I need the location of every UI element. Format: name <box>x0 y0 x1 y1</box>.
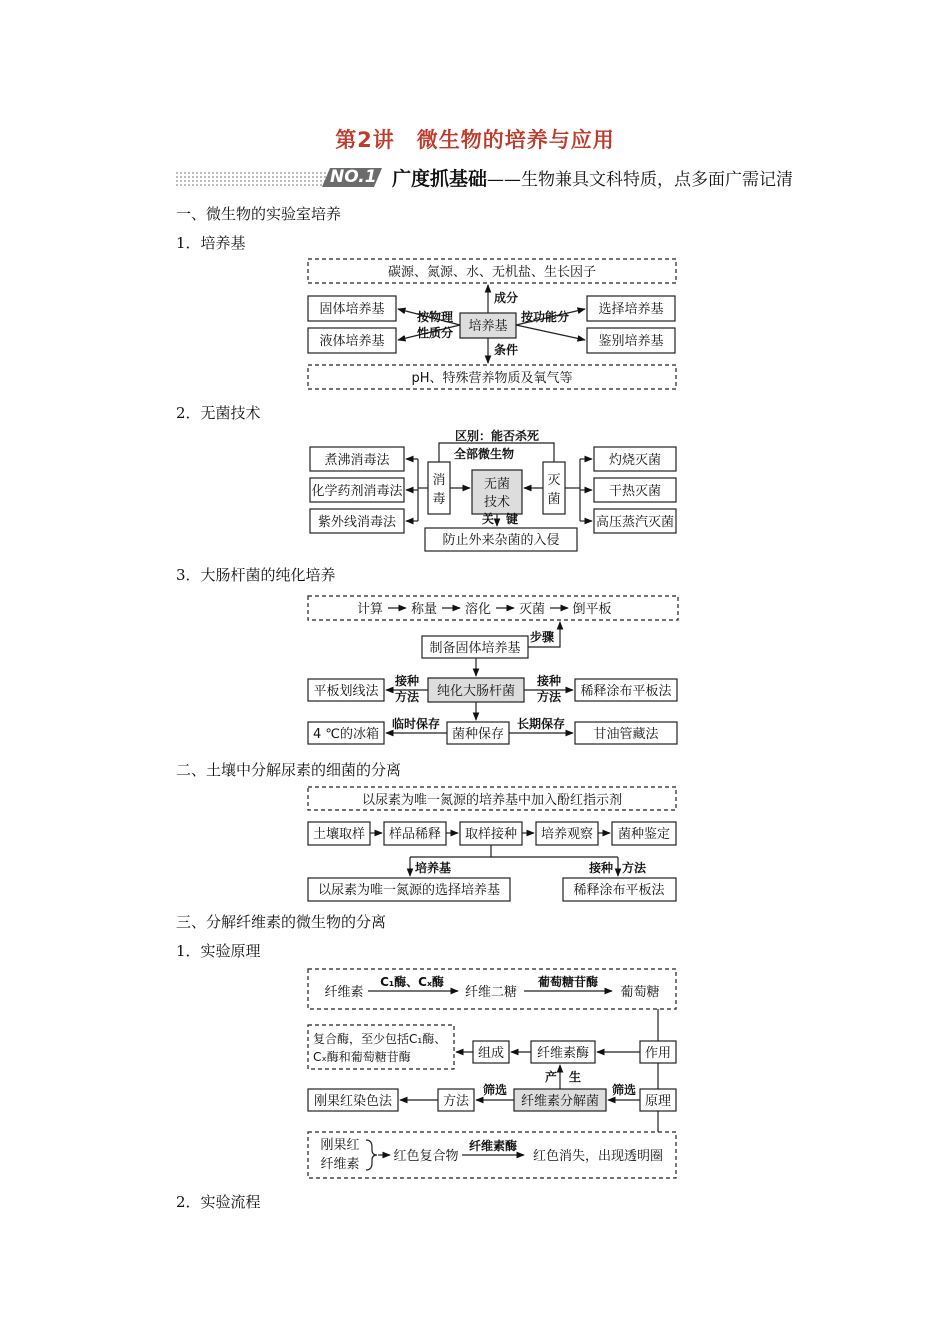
d3-long-label: 长期保存 <box>516 717 566 731</box>
heading-s3-1: 1．实验原理 <box>176 942 261 960</box>
d3-step-0: 计算 <box>356 602 384 617</box>
d5-compose: 组成 <box>477 1046 505 1061</box>
d4-method-label-1: 接种 <box>588 861 614 875</box>
d4-right-bottom: 稀释涂布平板法 <box>573 883 665 898</box>
d2-top-label-1: 区别：能否杀死 <box>454 429 540 443</box>
d5-cellulase: 纤维素酶 <box>536 1046 590 1061</box>
heading-s1-2: 2．无菌技术 <box>176 404 261 422</box>
d2-xiao-1: 毒 <box>432 492 446 507</box>
d1-bottom: pH、特殊营养物质及氧气等 <box>411 371 573 386</box>
d5-red-complex: 红色复合物 <box>393 1149 459 1164</box>
d4-medium-label: 培养基 <box>414 861 452 875</box>
heading-s1-1: 1．培养基 <box>176 234 246 252</box>
d1-top: 碳源、氮源、水、无机盐、生长因子 <box>387 265 597 280</box>
d5-result: 红色消失，出现透明圈 <box>532 1149 664 1164</box>
d4-step-0: 土壤取样 <box>312 827 366 842</box>
d3-temp-label: 临时保存 <box>391 717 441 731</box>
d2-center-0: 无菌 <box>483 477 511 492</box>
d4-step-2: 取样接种 <box>464 827 518 842</box>
d3-inoc-left-2: 方法 <box>394 690 420 704</box>
d3-center: 纯化大肠杆菌 <box>436 684 516 699</box>
d3-fridge: 4 ℃的冰箱 <box>312 727 380 742</box>
d5-screen-left: 筛选 <box>482 1083 508 1097</box>
d5-cellenz-label: 纤维素酶 <box>468 1139 518 1153</box>
heading-s3-2: 2．实验流程 <box>176 1193 261 1211</box>
d2-left-1: 化学药剂消毒法 <box>311 484 403 499</box>
d2-left-0: 煮沸消毒法 <box>324 453 390 468</box>
d3-step-1: 称量 <box>410 602 438 617</box>
d4-method-label-2: 方法 <box>621 861 647 875</box>
d1-left-label-2: 性质分 <box>416 326 454 340</box>
d5-row1-2: 葡萄糖 <box>620 985 660 1000</box>
d2-right-1: 干热灭菌 <box>608 484 662 499</box>
d3-step-label: 步骤 <box>529 630 555 644</box>
d5-congo-a: 刚果红 <box>320 1138 360 1153</box>
d2-right-2: 高压蒸汽灭菌 <box>595 515 675 530</box>
heading-s3: 三、分解纤维素的微生物的分离 <box>176 913 387 931</box>
d4-left-bottom: 以尿素为唯一氮源的选择培养基 <box>317 883 501 898</box>
d1-right1: 选择培养基 <box>598 302 664 317</box>
d4-step-4: 菌种鉴定 <box>617 827 671 842</box>
d5-enz2: 葡萄糖苷酶 <box>537 975 599 989</box>
d5-method: 方法 <box>442 1094 470 1109</box>
banner-sub: ——生物兼具文科特质，点多面广需记清 <box>487 170 794 190</box>
page-title: 第2讲 微生物的培养与应用 <box>335 128 615 152</box>
d1-down-label: 条件 <box>494 343 519 357</box>
d2-xiao-0: 消 <box>432 473 446 488</box>
d3-inoc-right-2: 方法 <box>536 690 562 704</box>
d5-screen-right: 筛选 <box>611 1083 637 1097</box>
heading-s1: 一、微生物的实验室培养 <box>176 205 342 223</box>
d3-left: 平板划线法 <box>313 684 379 699</box>
d5-principle: 原理 <box>644 1094 672 1109</box>
d2-mie-0: 灭 <box>547 473 561 488</box>
d2-top-label-2: 全部微生物 <box>453 447 515 461</box>
d1-right-label: 按功能分 <box>520 310 570 324</box>
d5-use: 作用 <box>644 1046 672 1061</box>
d3-step-3: 灭菌 <box>518 602 546 617</box>
d3-right: 稀释涂布平板法 <box>580 684 672 699</box>
d5-bacteria: 纤维素分解菌 <box>520 1094 600 1109</box>
d1-up-label: 成分 <box>494 291 519 305</box>
d1-right2: 鉴别培养基 <box>598 334 664 349</box>
d5-cellulose-b: 纤维素 <box>320 1157 360 1172</box>
heading-s2: 二、土壤中分解尿素的细菌的分离 <box>176 761 402 779</box>
d1-left2: 液体培养基 <box>319 334 385 349</box>
d5-produce: 产 生 <box>544 1070 582 1084</box>
d5-enz1: C₁酶、Cₓ酶 <box>380 975 444 989</box>
heading-s1-3: 3．大肠杆菌的纯化培养 <box>176 566 336 584</box>
d3-step-2: 溶化 <box>464 602 492 617</box>
d2-key-label: 关 键 <box>481 512 519 526</box>
d4-top: 以尿素为唯一氮源的培养基中加入酚红指示剂 <box>361 793 623 808</box>
d4-step-1: 样品稀释 <box>388 827 442 842</box>
d2-left-2: 紫外线消毒法 <box>317 515 397 530</box>
d2-mie-1: 菌 <box>547 492 561 507</box>
d5-complex-1: 复合酶，至少包括C₁酶、 <box>313 1032 447 1046</box>
d3-store: 菌种保存 <box>451 727 505 742</box>
d3-step-4: 倒平板 <box>572 602 612 617</box>
d2-right-0: 灼烧灭菌 <box>608 453 662 468</box>
banner-main: 广度抓基础 <box>392 168 488 190</box>
d5-complex-2: Cₓ酶和葡萄糖苷酶 <box>313 1050 411 1064</box>
d4-step-3: 培养观察 <box>540 827 594 842</box>
d1-left-label-1: 按物理 <box>416 310 454 324</box>
d1-center: 培养基 <box>468 319 508 334</box>
d2-bottom: 防止外来杂菌的入侵 <box>442 533 560 548</box>
d3-inoc-right-1: 接种 <box>536 674 562 688</box>
d3-prep: 制备固体培养基 <box>429 641 521 656</box>
d1-left1: 固体培养基 <box>319 302 385 317</box>
d3-glycerol: 甘油管藏法 <box>593 727 659 742</box>
d5-congo: 刚果红染色法 <box>313 1094 393 1109</box>
d3-inoc-left-1: 接种 <box>394 674 420 688</box>
banner-badge: NO.1 <box>330 167 377 187</box>
d5-row1-0: 纤维素 <box>324 985 364 1000</box>
d2-center-1: 技术 <box>483 495 511 510</box>
d5-row1-1: 纤维二糖 <box>464 985 518 1000</box>
